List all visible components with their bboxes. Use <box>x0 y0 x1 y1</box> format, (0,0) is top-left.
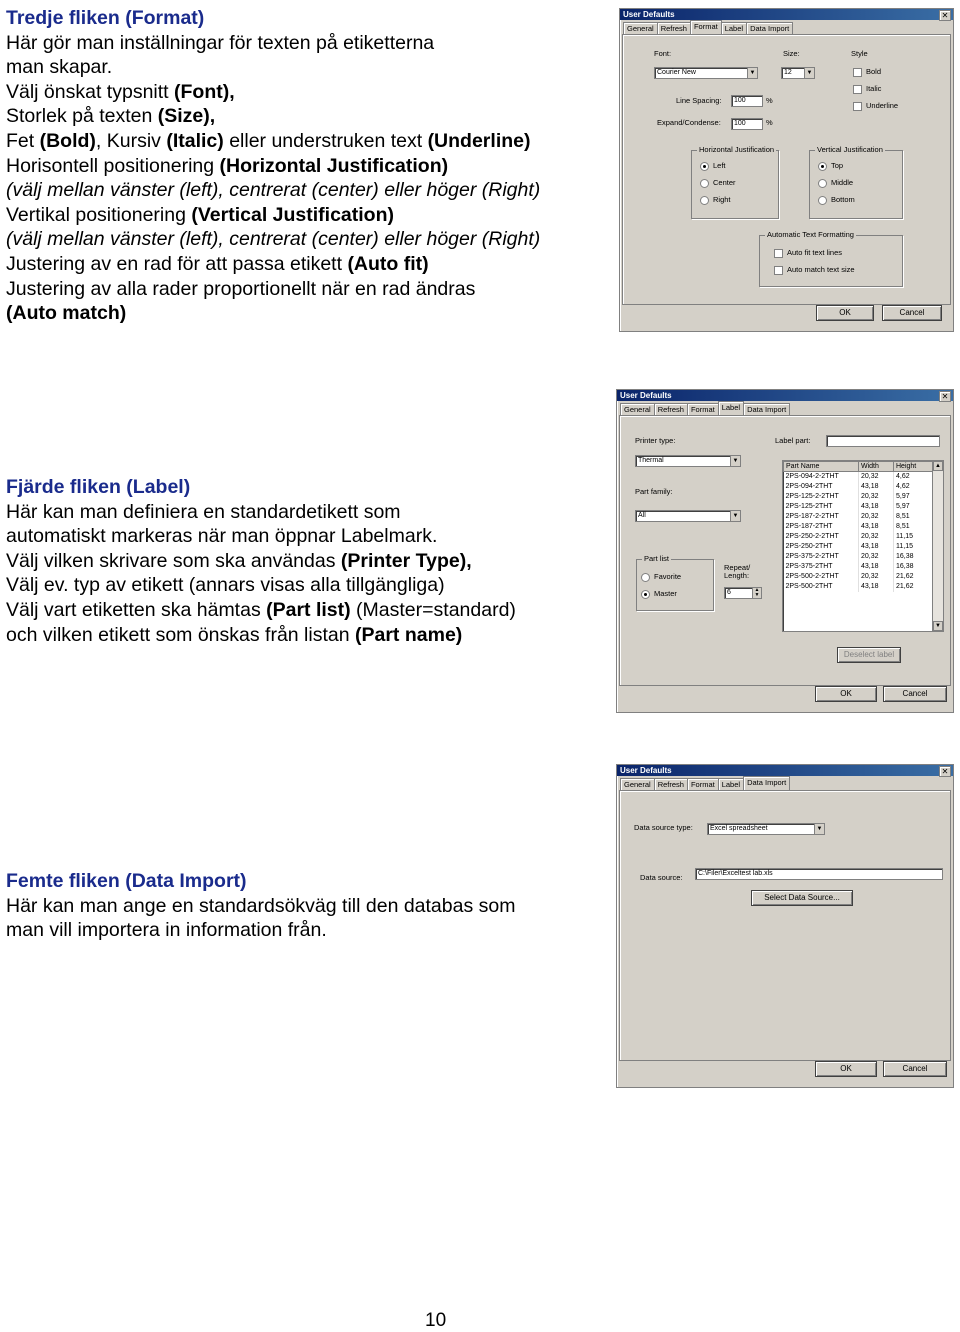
column-header[interactable]: Height <box>894 462 943 472</box>
text-fragment: Storlek på texten <box>6 105 158 128</box>
tab-format[interactable]: Format <box>687 403 719 415</box>
table-cell: 5,97 <box>894 492 943 502</box>
font-value: Courier New <box>657 69 696 76</box>
group-title: Vertical Justification <box>817 145 883 154</box>
format-line: man skapar. <box>6 56 113 79</box>
part-name-table[interactable] <box>782 460 944 632</box>
close-icon[interactable]: ✕ <box>939 766 951 777</box>
radio-dot[interactable] <box>641 590 650 599</box>
radio-label: Favorite <box>654 572 682 581</box>
table-cell: 2PS-500-2-2THT <box>784 572 859 582</box>
size-select[interactable] <box>781 67 815 79</box>
format-line <box>6 154 540 179</box>
format-line: (välj mellan vänster (left), centrerat (center) eller höger (Right) <box>6 228 541 251</box>
master-radio[interactable] <box>641 589 677 599</box>
group-title: Automatic Text Formatting <box>767 230 854 239</box>
tab-data-import[interactable]: Data Import <box>746 22 793 34</box>
expand-label: Expand/Condense: <box>657 118 721 127</box>
text-fragment: (Master=standard) <box>350 598 516 621</box>
close-icon[interactable]: ✕ <box>939 10 951 21</box>
dialog-titlebar: User Defaults <box>620 9 953 20</box>
ok-button[interactable]: OK <box>815 686 877 702</box>
label-part-input[interactable] <box>826 435 940 447</box>
table-row[interactable] <box>784 552 943 562</box>
bold-fragment: (Part list) <box>266 598 351 621</box>
chevron-down-icon[interactable]: ▼ <box>804 68 814 78</box>
radio-dot[interactable] <box>818 196 827 205</box>
repeat-length-input[interactable]: 6 <box>724 587 754 599</box>
text-fragment: och vilken etikett som önskas från listan <box>6 623 355 646</box>
bold-fragment: (Horizontal Justification) <box>219 154 449 177</box>
tab-label[interactable]: Label <box>718 778 744 790</box>
table-row[interactable] <box>784 562 943 572</box>
cancel-button[interactable]: Cancel <box>883 1061 947 1077</box>
format-line: (välj mellan vänster (left), centrerat (center) eller höger (Right) <box>6 179 541 202</box>
close-icon[interactable]: ✕ <box>939 391 951 402</box>
auto-fit-checkbox[interactable] <box>774 248 842 258</box>
dataimport-line: man vill importera in information från. <box>6 919 327 942</box>
text-fragment: Horisontell positionering <box>6 154 220 177</box>
checkbox-label: Auto match text size <box>787 265 855 274</box>
table-row[interactable] <box>784 572 943 582</box>
part-list-group <box>636 554 714 611</box>
font-label: Font: <box>654 49 672 58</box>
table-body <box>784 472 943 593</box>
format-line <box>6 252 540 277</box>
italic-checkbox[interactable] <box>853 84 881 94</box>
page-number: 10 <box>425 1310 447 1331</box>
text-fragment: , Kursiv <box>95 129 167 152</box>
ok-button[interactable]: OK <box>815 1061 877 1077</box>
table-cell: 5,97 <box>894 502 943 512</box>
group-title: Horizontal Justification <box>699 145 775 154</box>
table-cell: 2PS-125-2THT <box>784 502 859 512</box>
radio-label: Bottom <box>831 195 855 204</box>
line-spacing-input[interactable]: 100 <box>731 95 763 107</box>
table-cell: 43,18 <box>859 502 894 512</box>
percent-label: % <box>766 96 773 105</box>
style-label: Style <box>851 49 868 58</box>
dialog-titlebar: User Defaults <box>617 390 953 401</box>
hjust-center-radio[interactable] <box>700 178 736 188</box>
label-line: Här kan man definiera en standardetikett som <box>6 500 401 523</box>
scroll-up-icon[interactable]: ▲ <box>933 461 943 471</box>
bold-fragment: (Font), <box>174 80 235 103</box>
data-source-type-value: Excel spreadsheet <box>710 825 768 832</box>
part-family-label: Part family: <box>635 487 673 496</box>
radio-label: Middle <box>831 178 854 187</box>
dataimport-heading: Femte fliken (Data Import) <box>6 870 247 892</box>
radio-label: Center <box>713 178 736 187</box>
hjust-left-radio[interactable] <box>700 161 726 171</box>
format-line: Justering av alla rader proportionellt när en rad ändras <box>6 277 476 300</box>
automatic-text-formatting-group <box>759 230 903 287</box>
vertical-justification-group <box>809 145 903 219</box>
text-fragment: Fet <box>6 129 40 152</box>
table-cell: 20,32 <box>859 512 894 522</box>
tab-data-import[interactable]: Data Import <box>743 776 790 790</box>
format-line <box>6 80 540 105</box>
part-table <box>783 461 943 592</box>
dialog-titlebar: User Defaults <box>617 765 953 776</box>
table-cell: 8,51 <box>894 522 943 532</box>
tab-panel <box>619 415 951 686</box>
part-family-value: All <box>638 512 646 519</box>
tab-refresh[interactable]: Refresh <box>657 22 691 34</box>
deselect-label-button[interactable]: Deselect label <box>837 647 901 663</box>
radio-label: Right <box>713 195 731 204</box>
checkbox-label: Auto fit text lines <box>787 248 843 257</box>
table-cell: 20,32 <box>859 572 894 582</box>
chevron-down-icon[interactable]: ▼ <box>730 511 740 521</box>
radio-label: Left <box>713 161 726 170</box>
horizontal-justification-group <box>691 145 779 219</box>
vjust-bottom-radio[interactable] <box>818 195 855 205</box>
checkbox-box[interactable] <box>853 68 862 77</box>
table-cell: 43,18 <box>859 522 894 532</box>
data-source-input[interactable]: C:\Filer\Exceltest lab.xls <box>695 868 943 880</box>
table-row[interactable] <box>784 532 943 542</box>
text-fragment: eller understruken text <box>223 129 428 152</box>
radio-dot[interactable] <box>700 162 709 171</box>
spinner-icon[interactable]: ▲ ▼ <box>752 587 762 599</box>
tab-refresh[interactable]: Refresh <box>654 778 688 790</box>
bold-fragment: (Bold) <box>39 129 96 152</box>
chevron-down-icon[interactable]: ▼ <box>730 456 740 466</box>
data-source-type-select[interactable] <box>707 823 825 835</box>
tab-label[interactable]: Label <box>721 22 747 34</box>
table-row[interactable] <box>784 522 943 532</box>
font-select[interactable] <box>654 67 758 79</box>
printer-type-select[interactable] <box>635 455 741 467</box>
tab-refresh[interactable]: Refresh <box>654 403 688 415</box>
vjust-middle-radio[interactable] <box>818 178 853 188</box>
text-fragment: Välj vilken skrivare som ska användas <box>6 549 341 572</box>
table-cell: 2PS-125-2-2THT <box>784 492 859 502</box>
radio-dot[interactable] <box>818 179 827 188</box>
table-cell: 2PS-094-2THT <box>784 482 859 492</box>
format-dialog <box>619 8 954 332</box>
table-cell: 8,51 <box>894 512 943 522</box>
vertical-scrollbar[interactable] <box>932 461 943 631</box>
format-line <box>6 129 540 154</box>
bold-fragment: (Part name) <box>355 623 463 646</box>
text-fragment: Välj önskat typsnitt <box>6 80 174 103</box>
table-cell: 2PS-187-2-2THT <box>784 512 859 522</box>
checkbox-label: Italic <box>866 84 882 93</box>
table-cell: 20,32 <box>859 552 894 562</box>
table-cell: 20,32 <box>859 472 894 483</box>
label-line <box>6 623 516 648</box>
tab-panel <box>622 34 951 305</box>
table-row[interactable] <box>784 512 943 522</box>
bold-fragment: (Size), <box>157 105 216 128</box>
radio-dot[interactable] <box>818 162 827 171</box>
size-label: Size: <box>783 49 800 58</box>
table-cell: 43,18 <box>859 542 894 552</box>
table-cell: 11,15 <box>894 532 943 542</box>
table-cell: 2PS-187-2THT <box>784 522 859 532</box>
dataimport-line: Här kan man ange en standardsökväg till den databas som <box>6 894 516 917</box>
table-cell: 2PS-500-2THT <box>784 582 859 592</box>
bold-fragment: (Underline) <box>427 129 531 152</box>
scroll-down-icon[interactable]: ▼ <box>933 621 943 631</box>
format-heading: Tredje fliken (Format) <box>6 7 205 29</box>
printer-type-value: Thermal <box>638 457 664 464</box>
table-cell: 2PS-250-2-2THT <box>784 532 859 542</box>
text-fragment: Välj vart etiketten ska hämtas <box>6 598 267 621</box>
bold-fragment: (Vertical Justification) <box>191 203 394 226</box>
checkbox-label: Bold <box>866 67 882 76</box>
group-title: Part list <box>644 554 670 563</box>
repeat-length-label: Repeat/ Length: <box>724 563 751 580</box>
bold-fragment: (Italic) <box>166 129 224 152</box>
tab-label[interactable]: Label <box>718 401 744 415</box>
dataimport-section <box>6 869 515 943</box>
table-cell: 20,32 <box>859 532 894 542</box>
label-dialog <box>616 389 954 713</box>
tab-data-import[interactable]: Data Import <box>743 403 790 415</box>
data-source-label: Data source: <box>640 873 683 882</box>
table-row[interactable] <box>784 482 943 492</box>
tab-panel <box>619 790 951 1061</box>
text-fragment: Vertikal positionering <box>6 203 192 226</box>
table-cell: 20,32 <box>859 492 894 502</box>
radio-dot[interactable] <box>700 196 709 205</box>
checkbox-box[interactable] <box>774 266 783 275</box>
tab-bar <box>620 778 789 790</box>
table-cell: 43,18 <box>859 562 894 572</box>
table-cell: 16,38 <box>894 562 943 572</box>
table-cell: 2PS-375-2-2THT <box>784 552 859 562</box>
column-header[interactable]: Width <box>859 462 894 472</box>
checkbox-label: Underline <box>866 101 899 110</box>
table-row[interactable] <box>784 582 943 592</box>
tab-format[interactable]: Format <box>690 20 722 34</box>
radio-dot[interactable] <box>641 573 650 582</box>
label-line <box>6 598 516 623</box>
checkbox-box[interactable] <box>774 249 783 258</box>
underline-checkbox[interactable] <box>853 101 898 111</box>
label-section <box>6 475 516 647</box>
label-line: automatiskt markeras när man öppnar Labelmark. <box>6 525 438 548</box>
chevron-down-icon[interactable]: ▼ <box>747 68 757 78</box>
dataimport-dialog <box>616 764 954 1088</box>
format-line <box>6 104 540 129</box>
size-value: 12 <box>784 69 792 76</box>
tab-general[interactable]: General <box>620 403 655 415</box>
bold-checkbox[interactable] <box>853 67 881 77</box>
cancel-button[interactable]: Cancel <box>883 686 947 702</box>
radio-label: Top <box>831 161 844 170</box>
table-cell: 16,38 <box>894 552 943 562</box>
table-cell: 2PS-375-2THT <box>784 562 859 572</box>
label-line <box>6 549 516 574</box>
table-cell: 43,18 <box>859 482 894 492</box>
select-data-source-button[interactable]: Select Data Source... <box>751 890 853 906</box>
format-section <box>6 6 540 326</box>
tab-format[interactable]: Format <box>687 778 719 790</box>
table-cell: 21,62 <box>894 572 943 582</box>
format-line <box>6 203 540 228</box>
table-cell: 4,62 <box>894 472 943 483</box>
checkbox-box[interactable] <box>853 85 862 94</box>
expand-input[interactable]: 100 <box>731 118 763 130</box>
tab-general[interactable]: General <box>620 778 655 790</box>
table-cell: 43,18 <box>859 582 894 592</box>
text-fragment: Justering av en rad för att passa etikett <box>6 252 348 275</box>
part-family-select[interactable] <box>635 510 741 522</box>
table-cell: 4,62 <box>894 482 943 492</box>
radio-label: Master <box>654 589 677 598</box>
radio-dot[interactable] <box>700 179 709 188</box>
table-row[interactable] <box>784 492 943 502</box>
format-line: (Auto match) <box>6 302 127 325</box>
tab-general[interactable]: General <box>623 22 658 34</box>
tab-bar <box>620 403 789 415</box>
label-line: Välj ev. typ av etikett (annars visas alla tillgängliga) <box>6 574 445 597</box>
data-source-type-label: Data source type: <box>634 823 693 832</box>
table-cell: 2PS-094-2-2THT <box>784 472 859 483</box>
checkbox-box[interactable] <box>853 102 862 111</box>
printer-type-label: Printer type: <box>635 436 676 445</box>
hjust-right-radio[interactable] <box>700 195 731 205</box>
table-cell: 21,62 <box>894 582 943 592</box>
ok-button[interactable]: OK <box>816 305 874 321</box>
favorite-radio[interactable] <box>641 572 681 582</box>
percent-label: % <box>766 118 773 127</box>
bold-fragment: (Auto fit) <box>347 252 429 275</box>
table-row[interactable] <box>784 472 943 483</box>
auto-match-checkbox[interactable] <box>774 265 855 275</box>
format-line: Här gör man inställningar för texten på etiketterna <box>6 31 435 54</box>
table-header-row <box>784 462 943 472</box>
line-spacing-label: Line Spacing: <box>676 96 722 105</box>
table-cell: 11,15 <box>894 542 943 552</box>
table-cell: 2PS-250-2THT <box>784 542 859 552</box>
label-part-label: Label part: <box>775 436 811 445</box>
cancel-button[interactable]: Cancel <box>882 305 942 321</box>
table-row[interactable] <box>784 542 943 552</box>
bold-fragment: (Printer Type), <box>340 549 472 572</box>
tab-bar <box>623 22 792 34</box>
table-row[interactable] <box>784 502 943 512</box>
vjust-top-radio[interactable] <box>818 161 843 171</box>
chevron-down-icon[interactable]: ▼ <box>814 824 824 834</box>
column-header[interactable]: Part Name <box>784 462 859 472</box>
label-heading: Fjärde fliken (Label) <box>6 476 191 498</box>
